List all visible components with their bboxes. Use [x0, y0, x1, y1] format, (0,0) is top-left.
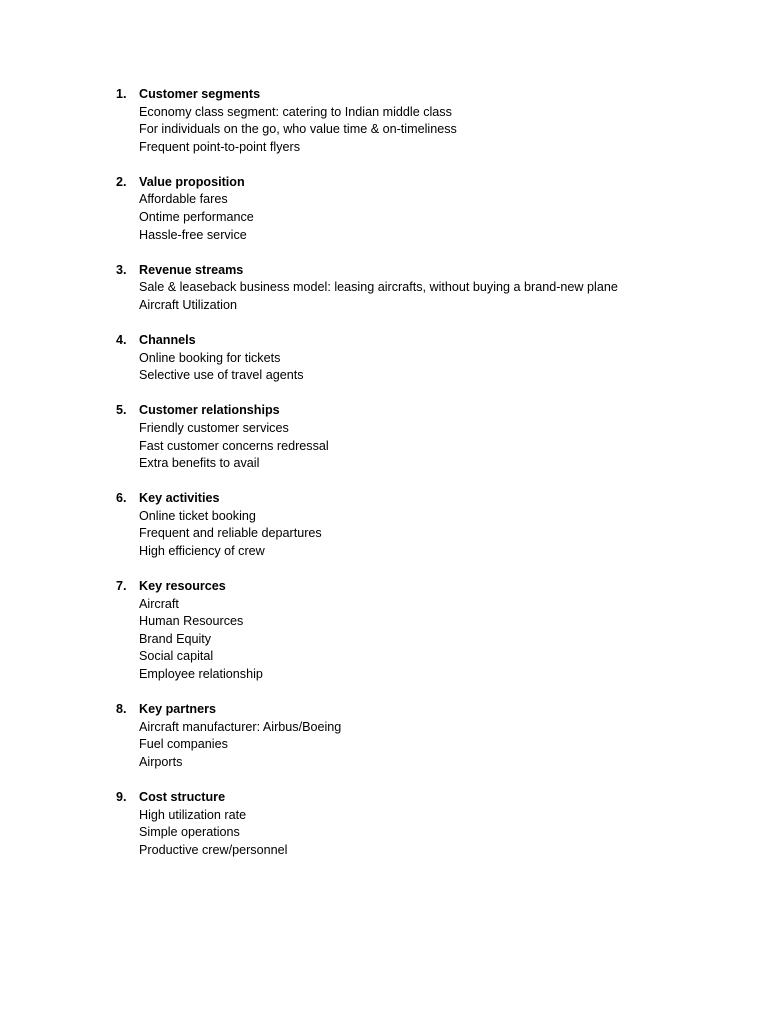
- section-title: Value proposition: [139, 174, 245, 189]
- section-heading: [116, 701, 716, 719]
- section-heading: [116, 578, 716, 596]
- section-customer-relationships: [116, 402, 716, 472]
- section-title: Customer segments: [139, 87, 261, 101]
- list-item: Aircraft: [139, 596, 179, 611]
- section-number: 1.: [116, 87, 127, 101]
- list-item: Airports: [139, 754, 183, 769]
- list-item: Affordable fares: [139, 192, 228, 207]
- list-item: Sale & leaseback business model: leasing aircrafts, without buying a brand-new plane: [139, 280, 618, 295]
- section-key-partners: [116, 701, 716, 771]
- section-number: 4.: [116, 333, 127, 348]
- section-heading: [116, 174, 716, 192]
- list-item: High utilization rate: [139, 807, 247, 822]
- list-item: Simple operations: [139, 825, 240, 840]
- list-item: Fuel companies: [139, 737, 228, 752]
- list-item: Employee relationship: [139, 667, 263, 682]
- section-title: Key resources: [139, 579, 226, 594]
- section-channels: [116, 332, 716, 385]
- section-key-activities: [116, 490, 716, 560]
- section-customer-segments: [116, 86, 716, 156]
- list-item: High efficiency of crew: [139, 543, 265, 558]
- numbered-list: [116, 86, 716, 877]
- section-number: 2.: [116, 174, 127, 189]
- list-item: Frequent and reliable departures: [139, 526, 322, 541]
- section-key-resources: [116, 578, 716, 684]
- list-item: Human Resources: [139, 614, 244, 629]
- section-heading: [116, 262, 716, 280]
- section-title: Key partners: [139, 702, 216, 717]
- list-item: For individuals on the go, who value time & on-timeliness: [139, 122, 457, 137]
- section-number: 9.: [116, 790, 127, 804]
- section-title: Cost structure: [139, 790, 226, 804]
- list-item: Frequent point-to-point flyers: [139, 139, 301, 154]
- section-number: 5.: [116, 403, 127, 418]
- list-item: Productive crew/personnel: [139, 842, 288, 857]
- section-heading: [116, 490, 716, 508]
- list-item: Ontime performance: [139, 210, 254, 225]
- list-item: Friendly customer services: [139, 420, 289, 435]
- section-heading: [116, 402, 716, 420]
- section-heading: [116, 789, 716, 807]
- section-heading: [116, 332, 716, 350]
- list-item: Fast customer concerns redressal: [139, 438, 329, 453]
- list-item: Aircraft manufacturer: Airbus/Boeing: [139, 719, 342, 734]
- section-title: Revenue streams: [139, 262, 244, 277]
- list-item: Online booking for tickets: [139, 350, 281, 365]
- list-item: Economy class segment: catering to Indian middle class: [139, 104, 452, 119]
- list-item: Selective use of travel agents: [139, 368, 304, 383]
- section-number: 8.: [116, 702, 127, 717]
- list-item: Hassle-free service: [139, 227, 247, 242]
- section-number: 6.: [116, 491, 127, 506]
- section-title: Channels: [139, 333, 196, 348]
- section-number: 3.: [116, 262, 127, 277]
- section-value-proposition: [116, 174, 716, 244]
- section-heading: [116, 86, 716, 104]
- list-item: Online ticket booking: [139, 508, 256, 523]
- section-revenue-streams: [116, 262, 716, 315]
- list-item: Social capital: [139, 649, 214, 664]
- list-item: Extra benefits to avail: [139, 456, 260, 471]
- section-title: Key activities: [139, 491, 220, 506]
- section-title: Customer relationships: [139, 403, 280, 418]
- list-item: Brand Equity: [139, 631, 212, 646]
- section-number: 7.: [116, 579, 127, 594]
- section-cost-structure: [116, 789, 716, 859]
- list-item: Aircraft Utilization: [139, 297, 237, 312]
